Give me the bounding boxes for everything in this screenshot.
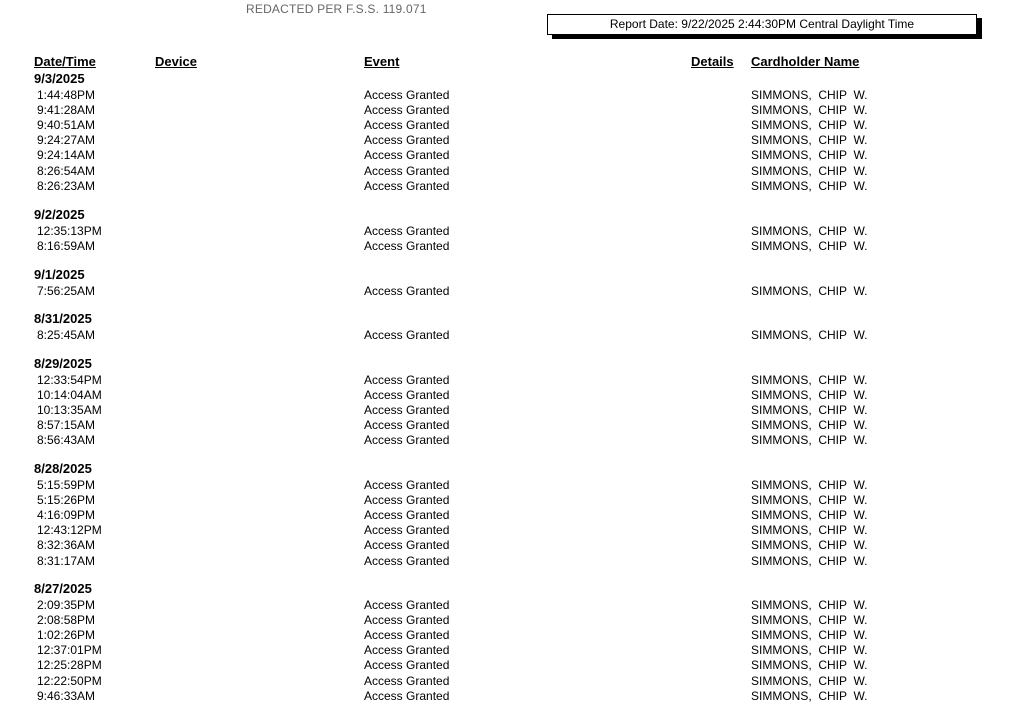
log-time: 9:46:33AM [37,688,96,703]
log-event: Access Granted [364,178,450,193]
log-cardholder-name: SIMMONS, CHIP W. [751,613,868,628]
report-date-time: 2:44:30PM Central Daylight Time [738,17,915,31]
log-time: 12:35:13PM [37,224,102,238]
date-group-header: 8/31/2025 [34,311,92,326]
log-cardholder-name: SIMMONS, CHIP W. [751,178,868,193]
column-header-device: Device [155,54,197,69]
log-cardholder-name: SIMMONS, CHIP W. [751,493,868,508]
log-cardholder-name: SIMMONS, CHIP W. [751,403,868,418]
date-group-header: 8/28/2025 [34,461,92,476]
log-time: 9:40:51AM [37,118,96,133]
log-cardholder-name: SIMMONS, CHIP W. [751,643,868,658]
log-cardholder-name: SIMMONS, CHIP W. [751,688,868,703]
log-cardholder-name: SIMMONS, CHIP W. [751,148,868,163]
log-event: Access Granted [364,658,450,673]
log-cardholder-name: SIMMONS, CHIP W. [751,88,868,102]
log-event: Access Granted [364,508,450,523]
log-event: Access Granted [364,403,450,418]
log-event: Access Granted [364,103,450,118]
log-time: 9:24:27AM [37,133,96,148]
log-time: 8:31:17AM [37,553,96,568]
log-event: Access Granted [364,643,450,658]
log-time: 8:26:54AM [37,163,96,178]
log-time: 9:41:28AM [37,103,96,118]
log-event: Access Granted [364,433,450,448]
log-time: 10:14:04AM [37,388,102,403]
date-group-header: 9/2/2025 [34,207,85,222]
log-event: Access Granted [364,88,450,102]
log-time: 12:33:54PM [37,373,102,387]
log-event: Access Granted [364,328,450,342]
log-time: 12:37:01PM [37,643,102,658]
log-cardholder-name: SIMMONS, CHIP W. [751,328,868,342]
log-event: Access Granted [364,523,450,538]
log-event: Access Granted [364,373,450,387]
log-time: 5:15:26PM [37,493,96,508]
log-cardholder-name: SIMMONS, CHIP W. [751,538,868,553]
redaction-notice: REDACTED PER F.S.S. 119.071 [246,2,427,16]
log-cardholder-name: SIMMONS, CHIP W. [751,373,868,387]
log-time: 8:25:45AM [37,328,96,342]
log-time: 4:16:09PM [37,508,96,523]
date-group-header: 8/29/2025 [34,356,92,371]
log-cardholder-name: SIMMONS, CHIP W. [751,523,868,538]
log-cardholder-name: SIMMONS, CHIP W. [751,628,868,643]
log-time: 2:09:35PM [37,598,96,612]
log-time: 10:13:35AM [37,403,102,418]
log-cardholder-name: SIMMONS, CHIP W. [751,478,868,492]
log-event: Access Granted [364,148,450,163]
log-time: 1:44:48PM [37,88,96,102]
log-event: Access Granted [364,239,450,254]
log-event: Access Granted [364,493,450,508]
log-time: 12:25:28PM [37,658,102,673]
log-event: Access Granted [364,628,450,643]
log-event: Access Granted [364,163,450,178]
log-cardholder-name: SIMMONS, CHIP W. [751,433,868,448]
log-time: 2:08:58PM [37,613,96,628]
date-group-header: 9/3/2025 [34,71,85,86]
log-time: 8:56:43AM [37,433,96,448]
log-cardholder-name: SIMMONS, CHIP W. [751,508,868,523]
log-cardholder-name: SIMMONS, CHIP W. [751,118,868,133]
log-cardholder-name: SIMMONS, CHIP W. [751,133,868,148]
report-date-box [547,14,977,35]
log-time: 9:24:14AM [37,148,96,163]
log-event: Access Granted [364,538,450,553]
column-header-cardholder: Cardholder Name [751,54,860,69]
log-event: Access Granted [364,418,450,433]
log-event: Access Granted [364,478,450,492]
log-time: 8:26:23AM [37,178,96,193]
log-event: Access Granted [364,388,450,403]
log-cardholder-name: SIMMONS, CHIP W. [751,418,868,433]
log-cardholder-name: SIMMONS, CHIP W. [751,673,868,688]
column-header-datetime: Date/Time [34,54,96,69]
log-time: 12:43:12PM [37,523,102,538]
log-time: 7:56:25AM [37,284,96,298]
log-cardholder-name: SIMMONS, CHIP W. [751,239,868,254]
log-time: 8:16:59AM [37,239,96,254]
column-header-details: Details [691,54,734,69]
log-cardholder-name: SIMMONS, CHIP W. [751,658,868,673]
column-header-event: Event [364,54,400,69]
date-group-header: 8/27/2025 [34,581,92,596]
log-event: Access Granted [364,284,450,298]
report-date-label: Report Date: [609,17,678,31]
log-event: Access Granted [364,118,450,133]
log-event: Access Granted [364,224,450,238]
log-cardholder-name: SIMMONS, CHIP W. [751,163,868,178]
log-event: Access Granted [364,133,450,148]
log-time: 5:15:59PM [37,478,96,492]
log-event: Access Granted [364,673,450,688]
log-time: 8:57:15AM [37,418,96,433]
log-cardholder-name: SIMMONS, CHIP W. [751,553,868,568]
log-cardholder-name: SIMMONS, CHIP W. [751,224,868,238]
log-time: 1:02:26PM [37,628,96,643]
log-event: Access Granted [364,553,450,568]
date-group-header: 9/1/2025 [34,267,85,282]
log-event: Access Granted [364,598,450,612]
log-time: 12:22:50PM [37,673,102,688]
log-cardholder-name: SIMMONS, CHIP W. [751,388,868,403]
log-cardholder-name: SIMMONS, CHIP W. [751,284,868,298]
log-event: Access Granted [364,613,450,628]
log-time: 8:32:36AM [37,538,96,553]
report-date-value: 9/22/2025 [681,17,735,31]
log-cardholder-name: SIMMONS, CHIP W. [751,103,868,118]
log-cardholder-name: SIMMONS, CHIP W. [751,598,868,612]
log-event: Access Granted [364,688,450,703]
